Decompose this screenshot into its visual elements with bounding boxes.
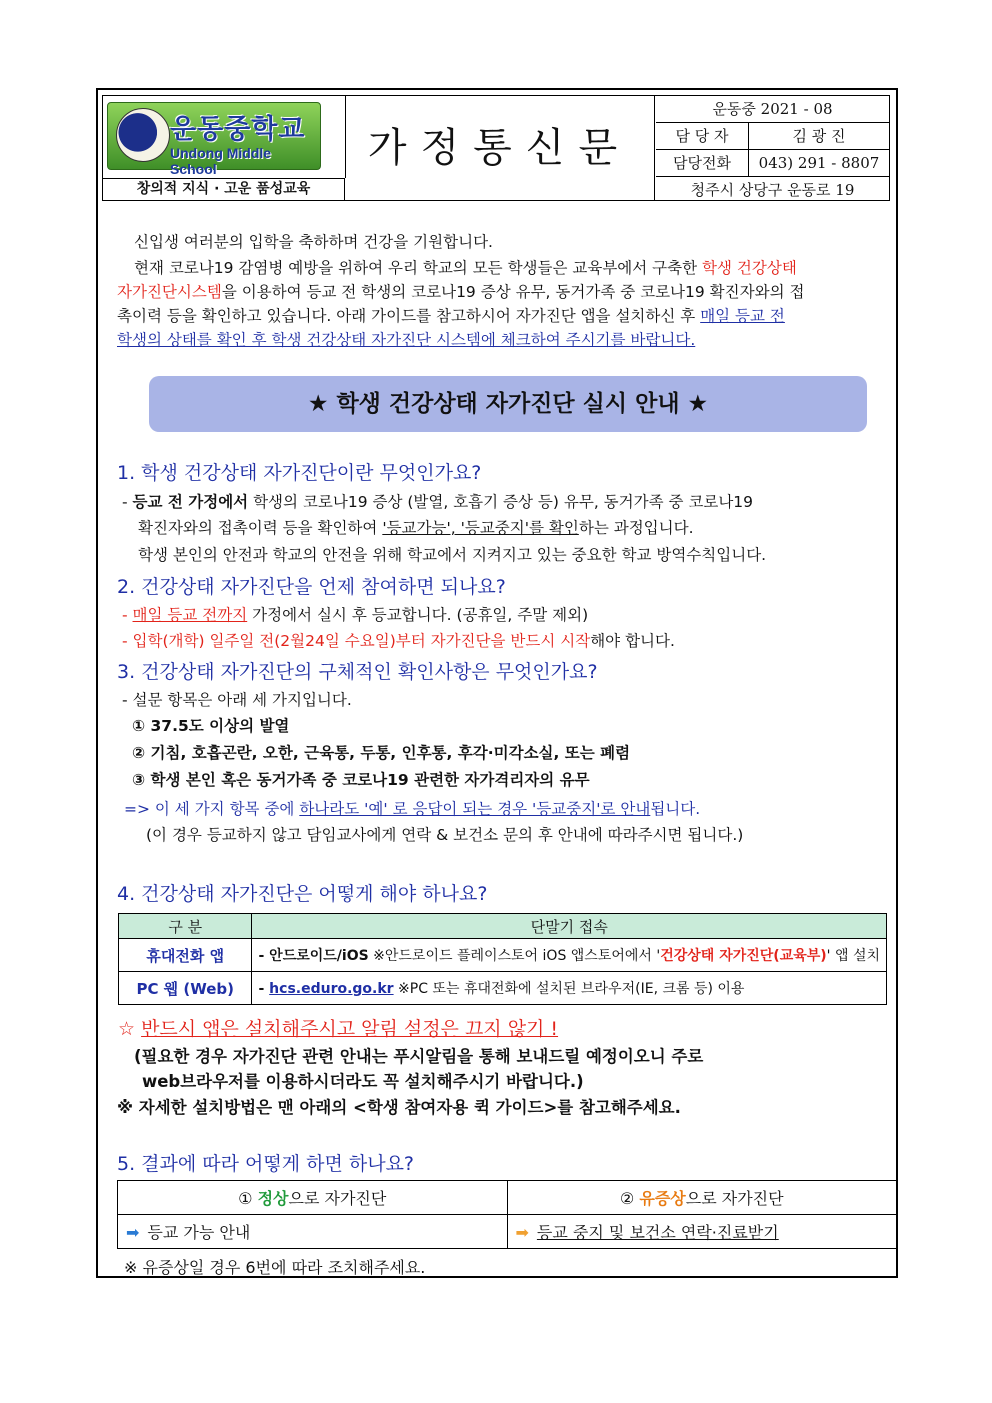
doc-number: 운동중 2021 - 08: [656, 96, 889, 123]
table-header-row: [118, 1181, 897, 1215]
section-5-heading: 5. 결과에 따라 어떻게 하면 하나요?: [117, 1153, 415, 1175]
s1-line-2: [138, 516, 694, 540]
s1-bold: 등교 전 가정에서: [132, 493, 249, 511]
manager-name: 김 광 진: [792, 127, 846, 145]
num: ①: [238, 1189, 258, 1208]
s3-item-3: ③ 학생 본인 혹은 동거가족 중 코로나19 관련한 자가격리자의 유무: [132, 771, 590, 789]
school-logo: [107, 102, 321, 177]
intro-text: 현재 코로나19 감염병 예방을 위하여 우리 학교의 모든 학생들은 교육부에서 구축한: [134, 259, 703, 277]
s1-line-3: 학생 본인의 안전과 학교의 안전을 위해 학교에서 지켜지고 있는 중요한 학교 방역수칙입니다.: [138, 546, 767, 564]
footnote: ※ 유증상일 경우 6번에 따라 조치해주세요.: [124, 1258, 426, 1277]
browser-note: ※PC 또는 휴대전화에 설치된 브라우저(IE, 크롬 등) 이용: [393, 981, 745, 997]
s1-text: 하는 과정입니다.: [578, 519, 694, 537]
dash: -: [122, 606, 133, 624]
result-text: 등교 중지 및 보건소 연락·진료받기: [536, 1223, 779, 1242]
normal-label: 정상: [257, 1189, 289, 1208]
section-2-heading: 2. 건강상태 자가진단을 언제 참여하면 되나요?: [117, 576, 506, 598]
section-3-heading: 3. 건강상태 자가진단의 구체적인 확인사항은 무엇인가요?: [117, 661, 598, 683]
s3-note-text: => 이 세 가지 항목 중에: [124, 800, 300, 818]
col-category: 구 분: [119, 914, 252, 939]
phone-label: 담당전화: [656, 150, 749, 176]
s1-underline: '등교가능', '등교중지'를 확인: [382, 519, 579, 537]
school-name: 운동중학교: [170, 114, 306, 145]
result-text: 등교 가능 안내: [147, 1223, 251, 1242]
num: ②: [619, 1189, 640, 1208]
col-text: 으로 자가진단: [685, 1189, 784, 1208]
app-name: 건강상태 자가진단(교육부): [660, 948, 827, 964]
s1-text: 학생의 코로나19 증상 (발열, 호흡기 증상 등) 유무, 동거가족 중 코로나19: [248, 493, 754, 511]
table-row: [119, 939, 887, 972]
intro-line-4: [117, 304, 785, 328]
s3-note-underline: 하나라도 '예' 로 응답이 되는 경우 '등교중지'로 안내: [299, 800, 651, 818]
school-emblem-icon: [116, 108, 170, 162]
s1-text: 확진자와의 접촉이력 등을 확인하여: [138, 519, 383, 537]
s4-note-2: web브라우저를 이용하시더라도 꼭 설치해주시기 바랍니다.): [142, 1072, 584, 1091]
s1-line-1: [122, 490, 753, 514]
dash: -: [122, 493, 133, 511]
s2-text: 가정에서 실시 후 등교합니다. (공휴일, 주말 제외): [247, 606, 589, 624]
s4-note-1: (필요한 경우 자가진단 관련 안내는 푸시알림을 통해 보내드릴 예정이오니 주로: [134, 1047, 704, 1066]
intro-line-1: 신입생 여러분의 입학을 축하하며 건강을 기원합니다.: [134, 233, 493, 251]
install-note: ' 앱 설치: [826, 948, 880, 964]
info-box: [656, 96, 889, 203]
intro-highlight: 학생 건강상태: [702, 259, 797, 277]
intro-text: 을 이용하여 등교 전 학생의 코로나19 증상 유무, 동거가족 중 코로나19 확진자와의 접: [221, 283, 805, 301]
intro-line-5: 학생의 상태를 확인 후 학생 건강상태 자가진단 시스템에 체크하여 주시기를 바랍니다.: [117, 331, 696, 349]
intro-highlight: 자가진단시스템: [117, 283, 222, 301]
arrow-right-icon: ➡: [515, 1223, 529, 1242]
s4-note-3: ※ 자세한 설치방법은 맨 아래의 <학생 참여자용 퀵 가이드>를 참고해주세요.: [117, 1098, 681, 1117]
platform-text: - 안드로이드/iOS: [258, 948, 369, 964]
school-address: 청주시 상당구 운동로 19: [690, 181, 855, 199]
row-content: [252, 972, 887, 1005]
s3-item-1: ① 37.5도 이상의 발열: [132, 717, 290, 735]
manager-row: [656, 123, 889, 150]
table-row: [118, 1215, 897, 1249]
s2-red: 입학(개학) 일주일 전(2월24일 수요일)부터 자가진단을 반드시 시작: [132, 632, 591, 650]
table-header-row: [119, 914, 887, 939]
s2-text: 해야 합니다.: [590, 632, 675, 650]
dash: -: [258, 981, 270, 997]
document-title: 가정통신문: [345, 96, 655, 200]
s2-underline: 매일 등교 전까지: [132, 606, 248, 624]
dash: -: [122, 632, 133, 650]
star-icon: ☆: [118, 1018, 142, 1040]
school-motto: 창의적 지식 · 고운 품성교육: [103, 178, 345, 200]
web-link[interactable]: hcs.eduro.go.kr: [269, 981, 394, 997]
s2-line-1: [122, 603, 588, 627]
notice-banner: ★ 학생 건강상태 자가진단 실시 안내 ★: [149, 376, 867, 432]
col-symptom: [507, 1181, 897, 1215]
s3-paren: (이 경우 등교하지 않고 담임교사에게 연락 & 보건소 문의 후 안내에 따라주시면 됩니다.): [146, 826, 744, 844]
letter-header: [102, 95, 890, 201]
result-table: [117, 1180, 897, 1249]
logo-cell: [103, 96, 346, 178]
install-note: ※안드로이드 플레이스토어 iOS 앱스토어에서 ': [368, 948, 661, 964]
intro-emphasis: 매일 등교 전: [700, 307, 785, 325]
phone-number: 043) 291 - 8807: [758, 154, 880, 172]
symptom-label: 유증상: [639, 1189, 686, 1208]
school-name-en: Undong Middle School: [170, 145, 272, 177]
intro-line-3: [117, 280, 804, 304]
warning-text: 반드시 앱은 설치해주시고 알림 설정은 끄지 않기 !: [141, 1018, 559, 1040]
col-text: 으로 자가진단: [288, 1189, 387, 1208]
section-1-heading: 1. 학생 건강상태 자가진단이란 무엇인가요?: [117, 462, 482, 484]
row-label: 휴대전화 앱: [119, 939, 252, 972]
s2-line-2: [122, 629, 675, 653]
section-4-heading: 4. 건강상태 자가진단은 어떻게 해야 하나요?: [117, 883, 488, 905]
result-normal: [118, 1215, 508, 1249]
warning: [118, 1017, 558, 1041]
manager-label: 담 당 자: [656, 123, 749, 149]
phone-row: [656, 150, 889, 177]
s3-note-text: 됩니다.: [650, 800, 701, 818]
col-normal: [118, 1181, 508, 1215]
result-symptom: [507, 1215, 897, 1249]
access-table: [118, 913, 887, 1005]
row-label: PC 웹 (Web): [119, 972, 252, 1005]
row-content: [252, 939, 887, 972]
table-row: [119, 972, 887, 1005]
arrow-right-icon: ➡: [126, 1223, 140, 1242]
intro-text: 촉이력 등을 확인하고 있습니다. 아래 가이드를 참고하시어 자가진단 앱을 설치하신 후: [117, 307, 701, 325]
s3-intro: - 설문 항목은 아래 세 가지입니다.: [122, 691, 352, 709]
col-access: 단말기 접속: [252, 914, 887, 939]
s3-item-2: ② 기침, 호흡곤란, 오한, 근육통, 두통, 인후통, 후각·미각소실, 또는 폐렴: [132, 744, 631, 762]
s3-note: [124, 797, 700, 821]
intro-line-2: [134, 256, 797, 280]
